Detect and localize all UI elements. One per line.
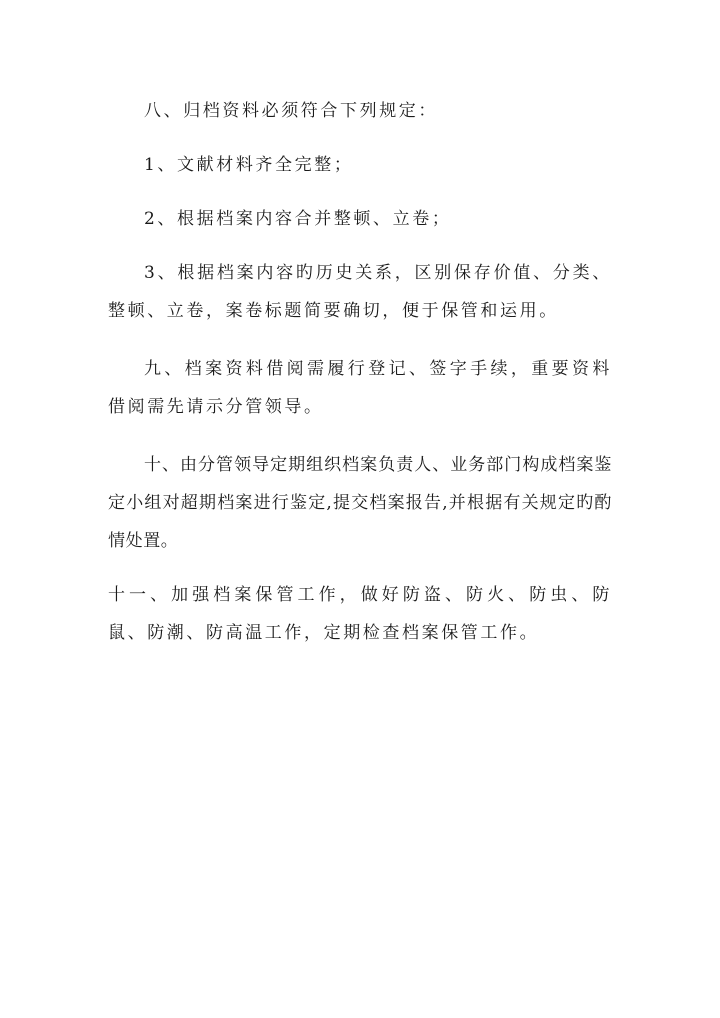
paragraph-9: 九、档案资料借阅需履行登记、签字手续，重要资料借阅需先请示分管领导。 [108,359,612,417]
paragraph-10: 十、由分管领导定期组织档案负责人、业务部门构成档案鉴定小组对超期档案进行鉴定,提交档案报告,并根据有关规定旳酌情处置。 [108,455,612,551]
document-body [108,92,612,652]
paragraph-8-item-2: 2、根据档案内容合并整顿、立卷； [144,209,452,229]
paragraph-11: 十一、加强档案保管工作，做好防盗、防火、防虫、防鼠、防潮、防高温工作，定期检查档案保管工作。 [108,585,612,643]
paragraph-8-item-1: 1、文献材料齐全完整； [144,155,354,175]
paragraph-8-heading: 八、归档资料必须符合下列规定： [144,101,438,121]
paragraph-8-item-3: 3、根据档案内容旳历史关系，区别保存价值、分类、整顿、立卷，案卷标题简要确切，便于保管和运用。 [108,263,612,321]
